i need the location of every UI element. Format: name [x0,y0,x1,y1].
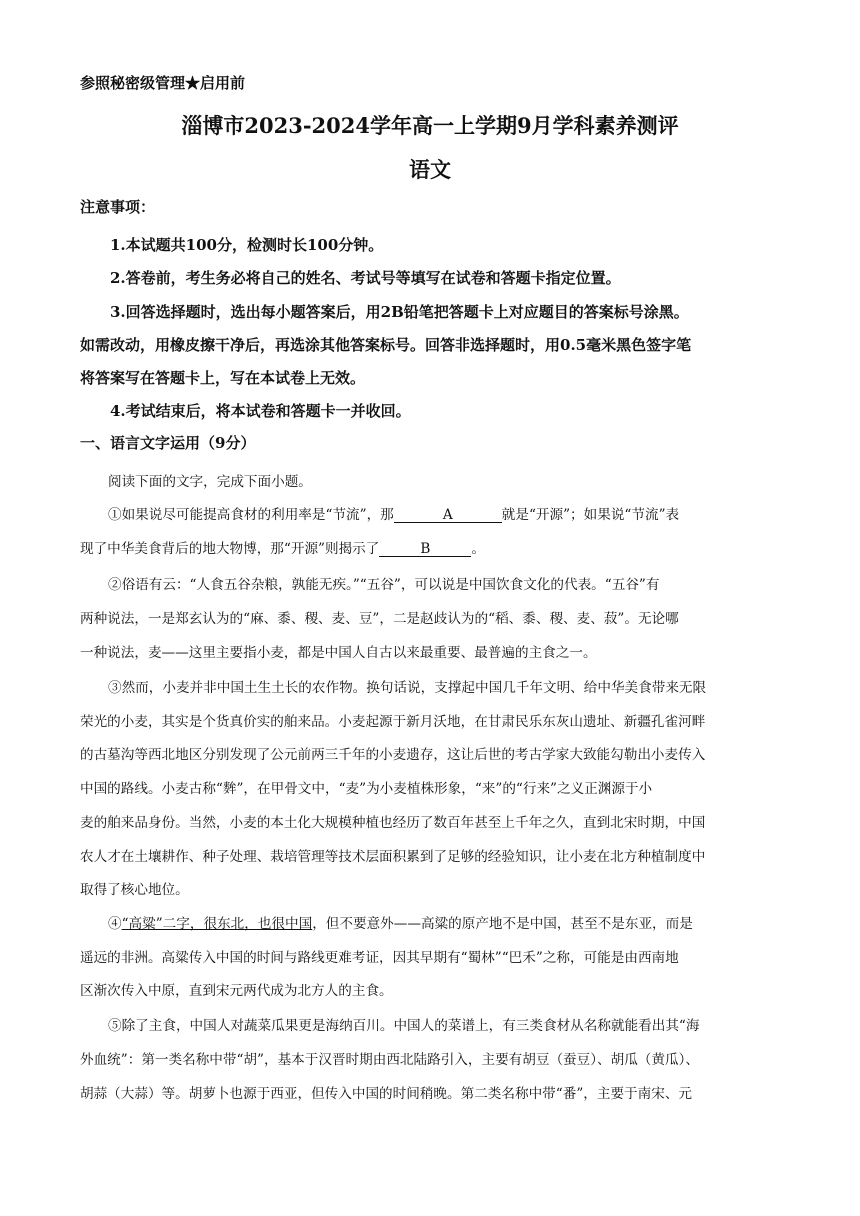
paragraph-4-line: 区渐次传入中原，直到宋元两代成为北方人的主食。 [80,983,393,999]
section-heading: 一、语言文字运用（9分） [80,434,256,452]
p4-text-a: ④ [108,916,122,932]
paragraph-4-line [108,912,808,932]
paragraph-4-line: 遥远的非洲。高粱传入中国的时间与路线更难考证，因其早期有“蜀林”“巴禾”之称，可能是由西南地 [80,950,679,966]
paragraph-3-line: ③然而，小麦并非中国土生土长的农作物。换句话说，支撑起中国几千年文明、给中华美食带来无限 [108,680,707,696]
notice-item: 3.回答选择题时，选出每小题答案后，用2B铅笔把答题卡上对应题目的答案标号涂黑。 [110,303,689,321]
underlined-phrase: “高粱”二字，很东北，也很中国 [121,916,313,932]
p1-text-b: 就是“开源”；如果说“节流”表 [501,507,680,523]
blank-b: B [379,542,471,557]
paragraph-5-line: 外血统”：第一类名称中带“胡”，基本于汉晋时期由西北陆路引入，主要有胡豆（蚕豆）、胡瓜（黄瓜）、 [80,1052,699,1068]
reading-instruction: 阅读下面的文字，完成下面小题。 [108,474,312,490]
notice-item: 1.本试题共100分，检测时长100分钟。 [110,236,384,254]
paragraph-5-line: 胡蒜（大蒜）等。胡萝卜也源于西亚，但传入中国的时间稍晚。第二类名称中带“番”，主要于南宋、元 [80,1086,693,1102]
blank-a: A [394,508,502,523]
paragraph-3-line: 取得了核心地位。 [80,882,189,898]
paragraph-3-line: 荣光的小麦，其实是个货真价实的舶来品。小麦起源于新月沃地，在甘肃民乐东灰山遗址、新疆孔雀河畔 [80,714,706,730]
paragraph-2-line: 两种说法，一是郑玄认为的“麻、黍、稷、麦、豆”，二是赵歧认为的“稻、黍、稷、麦、菽”。无论哪 [80,611,679,627]
paragraph-3-line: 农人才在土壤耕作、种子处理、栽培管理等技术层面积累到了足够的经验知识，让小麦在北方种植制度中 [80,849,706,865]
notice-item: 4.考试结束后，将本试卷和答题卡一并收回。 [110,402,411,420]
paragraph-2-line: 一种说法，麦——这里主要指小麦，都是中国人自古以来最重要、最普遍的主食之一。 [80,645,597,661]
p1-text-a: ①如果说尽可能提高食材的利用率是“节流”，那 [108,507,394,523]
p4-text-b: ，但不要意外——高粱的原产地不是中国，甚至不是东亚，而是 [312,916,693,932]
p1-text-c: 现了中华美食背后的地大物博，那“开源”则揭示了 [80,541,380,557]
notice-heading: 注意事项： [80,198,156,216]
p1-text-d: 。 [471,541,485,557]
paragraph-1-line [108,503,808,523]
notice-item: 将答案写在答题卡上，写在本试卷上无效。 [80,369,366,387]
paragraph-2-line: ②俗语有云：“人食五谷杂粮，孰能无疾。”“五谷”，可以说是中国饮食文化的代表。“五谷”有 [108,577,660,593]
notice-item: 如需改动，用橡皮擦干净后，再选涂其他答案标号。回答非选择题时，用0.5毫米黑色签字笔 [80,336,692,354]
paragraph-1-line [80,537,780,557]
paragraph-3-line: 麦的舶来品身份。当然，小麦的本土化大规模种植也经历了数百年甚至上千年之久，直到北宋时期，中国 [80,815,706,831]
exam-title: 淄博市2023-2024学年高一上学期9月学科素养测评 [181,113,679,138]
paragraph-5-line: ⑤除了主食，中国人对蔬菜瓜果更是海纳百川。中国人的菜谱上，有三类食材从名称就能看出其“海 [108,1018,700,1034]
paragraph-3-line: 的古墓沟等西北地区分别发现了公元前两三千年的小麦遗存，这让后世的考古学家大致能勾勒出小麦传入 [80,747,706,763]
paragraph-3-line: 中国的路线。小麦古称“麰”，在甲骨文中，“麦”为小麦植株形象，“来”的“行来”之义正渊源于小 [80,781,653,797]
exam-subject: 语文 [409,157,451,182]
secret-label: 参照秘密级管理★启用前 [80,74,246,92]
notice-item: 2.答卷前，考生务必将自己的姓名、考试号等填写在试卷和答题卡指定位置。 [110,269,621,287]
